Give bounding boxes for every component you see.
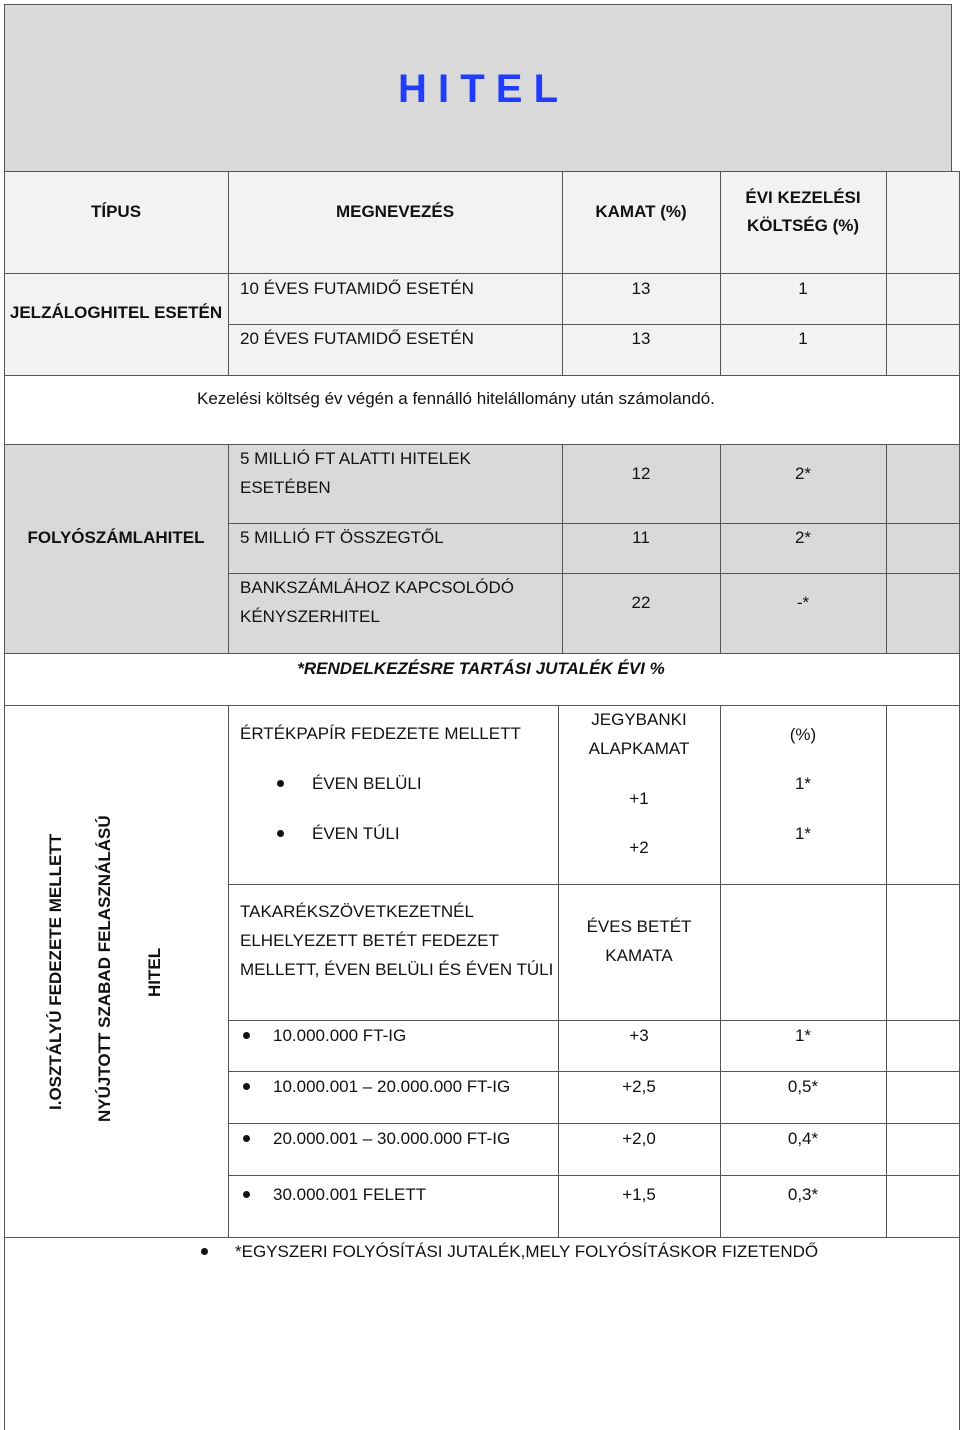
col-rule bbox=[886, 444, 887, 654]
overdraft-row-1-fee: 2* bbox=[794, 464, 812, 483]
header-fee-line1: ÉVI KEZELÉSI bbox=[745, 188, 861, 207]
header-type: TÍPUS bbox=[90, 202, 142, 221]
col-rule bbox=[720, 444, 721, 654]
deposit-name-line3: MELLETT, ÉVEN BELÜLI ÉS ÉVEN TÚLI bbox=[240, 960, 554, 979]
deposit-row-2-rate: +2,5 bbox=[622, 1077, 656, 1096]
mortgage-row-2-rate: 13 bbox=[631, 329, 651, 348]
mortgage-row-2-fee: 1 bbox=[798, 329, 808, 348]
mortgage-row-1-name: 10 ÉVES FUTAMIDŐ ESETÉN bbox=[240, 279, 474, 298]
deposit-row-4-name: 30.000.001 FELETT bbox=[273, 1185, 427, 1204]
rule bbox=[4, 1237, 960, 1238]
bullet-icon bbox=[277, 780, 284, 787]
overdraft-row-1-name-line2: ESETÉBEN bbox=[240, 478, 331, 497]
securities-row-1-rate: +1 bbox=[629, 789, 649, 808]
overdraft-row-3-fee: -* bbox=[796, 593, 810, 612]
header-name: MEGNEVEZÉS bbox=[335, 202, 455, 221]
col-rule bbox=[720, 705, 721, 1238]
bullet-icon bbox=[201, 1248, 208, 1255]
rule bbox=[228, 1123, 960, 1124]
overdraft-row-2-rate: 11 bbox=[632, 528, 650, 547]
deposit-name-line2: ELHELYEZETT BETÉT FEDEZET bbox=[240, 931, 499, 950]
border-left bbox=[4, 4, 5, 1430]
deposit-row-2-name: 10.000.001 – 20.000.000 FT-IG bbox=[273, 1077, 511, 1096]
rule bbox=[228, 324, 960, 325]
bullet-icon bbox=[243, 1032, 250, 1039]
rule bbox=[228, 573, 960, 574]
rule bbox=[4, 171, 960, 172]
page-title: H I T E L bbox=[398, 67, 558, 111]
rule bbox=[228, 523, 960, 524]
col-rule bbox=[562, 171, 563, 376]
securities-rate-line2: ALAPKAMAT bbox=[588, 739, 690, 758]
deposit-row-3-rate: +2,0 bbox=[622, 1129, 656, 1148]
mortgage-row-1-fee: 1 bbox=[798, 279, 808, 298]
rule bbox=[4, 705, 960, 706]
rule bbox=[4, 444, 960, 445]
header-rate: KAMAT (%) bbox=[595, 202, 687, 221]
deposit-row-3-fee: 0,4* bbox=[787, 1129, 819, 1148]
securities-row-1-name: ÉVEN BELÜLI bbox=[312, 774, 422, 793]
mortgage-type: JELZÁLOGHITEL ESETÉN bbox=[9, 303, 223, 322]
rule bbox=[228, 884, 960, 885]
securities-row-2-rate: +2 bbox=[629, 838, 649, 857]
bullet-icon bbox=[243, 1135, 250, 1142]
border-top bbox=[4, 4, 952, 5]
mortgage-note: Kezelési költség év végén a fennálló hitelállomány után számolandó. bbox=[197, 389, 715, 408]
col-rule bbox=[558, 705, 559, 1238]
border-title-right bbox=[951, 4, 952, 171]
overdraft-row-2-name: 5 MILLIÓ FT ÖSSZEGTŐL bbox=[240, 528, 444, 547]
overdraft-type: FOLYÓSZÁMLAHITEL bbox=[27, 528, 205, 547]
rule bbox=[228, 1020, 960, 1021]
deposit-row-2-fee: 0,5* bbox=[787, 1077, 819, 1096]
rule bbox=[4, 273, 960, 274]
rule bbox=[4, 653, 960, 654]
securities-rate-line1: JEGYBANKI bbox=[591, 710, 687, 729]
col-rule bbox=[228, 171, 229, 376]
overdraft-row-3-name-line2: KÉNYSZERHITEL bbox=[240, 607, 380, 626]
bullet-icon bbox=[243, 1191, 250, 1198]
securities-fee-header: (%) bbox=[789, 725, 817, 744]
overdraft-row-1-rate: 12 bbox=[631, 464, 651, 483]
deposit-row-4-rate: +1,5 bbox=[622, 1185, 656, 1204]
securities-row-2-name: ÉVEN TÚLI bbox=[312, 824, 400, 843]
secured-note: *EGYSZERI FOLYÓSÍTÁSI JUTALÉK,MELY FOLYÓSÍTÁSKOR FIZETENDŐ bbox=[235, 1242, 819, 1261]
col-rule bbox=[886, 171, 887, 376]
rule bbox=[4, 375, 960, 376]
overdraft-row-3-name-line1: BANKSZÁMLÁHOZ KAPCSOLÓDÓ bbox=[240, 578, 514, 597]
bullet-icon bbox=[277, 830, 284, 837]
deposit-row-1-name: 10.000.000 FT-IG bbox=[273, 1026, 407, 1045]
deposit-rate-line1: ÉVES BETÉT bbox=[586, 917, 692, 936]
overdraft-row-3-rate: 22 bbox=[631, 593, 651, 612]
secured-type-line2: NYÚJTOTT SZABAD FELASZNÁLÁSÚ bbox=[95, 815, 114, 1122]
col-rule bbox=[886, 705, 887, 1238]
overdraft-row-2-fee: 2* bbox=[794, 528, 812, 547]
deposit-row-3-name: 20.000.001 – 30.000.000 FT-IG bbox=[273, 1129, 511, 1148]
col-rule bbox=[228, 444, 229, 654]
deposit-name-line1: TAKARÉKSZÖVETKEZETNÉL bbox=[240, 902, 474, 921]
deposit-row-1-fee: 1* bbox=[794, 1026, 812, 1045]
col-rule bbox=[720, 171, 721, 376]
deposit-rate-line2: KAMATA bbox=[605, 946, 673, 965]
deposit-row-1-rate: +3 bbox=[629, 1026, 649, 1045]
rule bbox=[228, 1175, 960, 1176]
header-fee-line2: KÖLTSÉG (%) bbox=[746, 216, 860, 235]
overdraft-note: *RENDELKEZÉSRE TARTÁSI JUTALÉK ÉVI % bbox=[297, 659, 665, 678]
col-rule bbox=[562, 444, 563, 654]
bullet-icon bbox=[243, 1083, 250, 1090]
deposit-row-4-fee: 0,3* bbox=[787, 1185, 819, 1204]
mortgage-row-2-name: 20 ÉVES FUTAMIDŐ ESETÉN bbox=[240, 329, 474, 348]
overdraft-row-1-name-line1: 5 MILLIÓ FT ALATTI HITELEK bbox=[240, 449, 471, 468]
securities-name: ÉRTÉKPAPÍR FEDEZETE MELLETT bbox=[240, 724, 521, 743]
securities-row-2-fee: 1* bbox=[794, 824, 812, 843]
mortgage-row-1-rate: 13 bbox=[631, 279, 651, 298]
securities-row-1-fee: 1* bbox=[794, 774, 812, 793]
secured-type-line3: HITEL bbox=[145, 947, 164, 997]
secured-type-line1: I.OSZTÁLYÚ FEDEZETE MELLETT bbox=[46, 833, 65, 1110]
col-rule bbox=[228, 705, 229, 1238]
rule bbox=[228, 1071, 960, 1072]
